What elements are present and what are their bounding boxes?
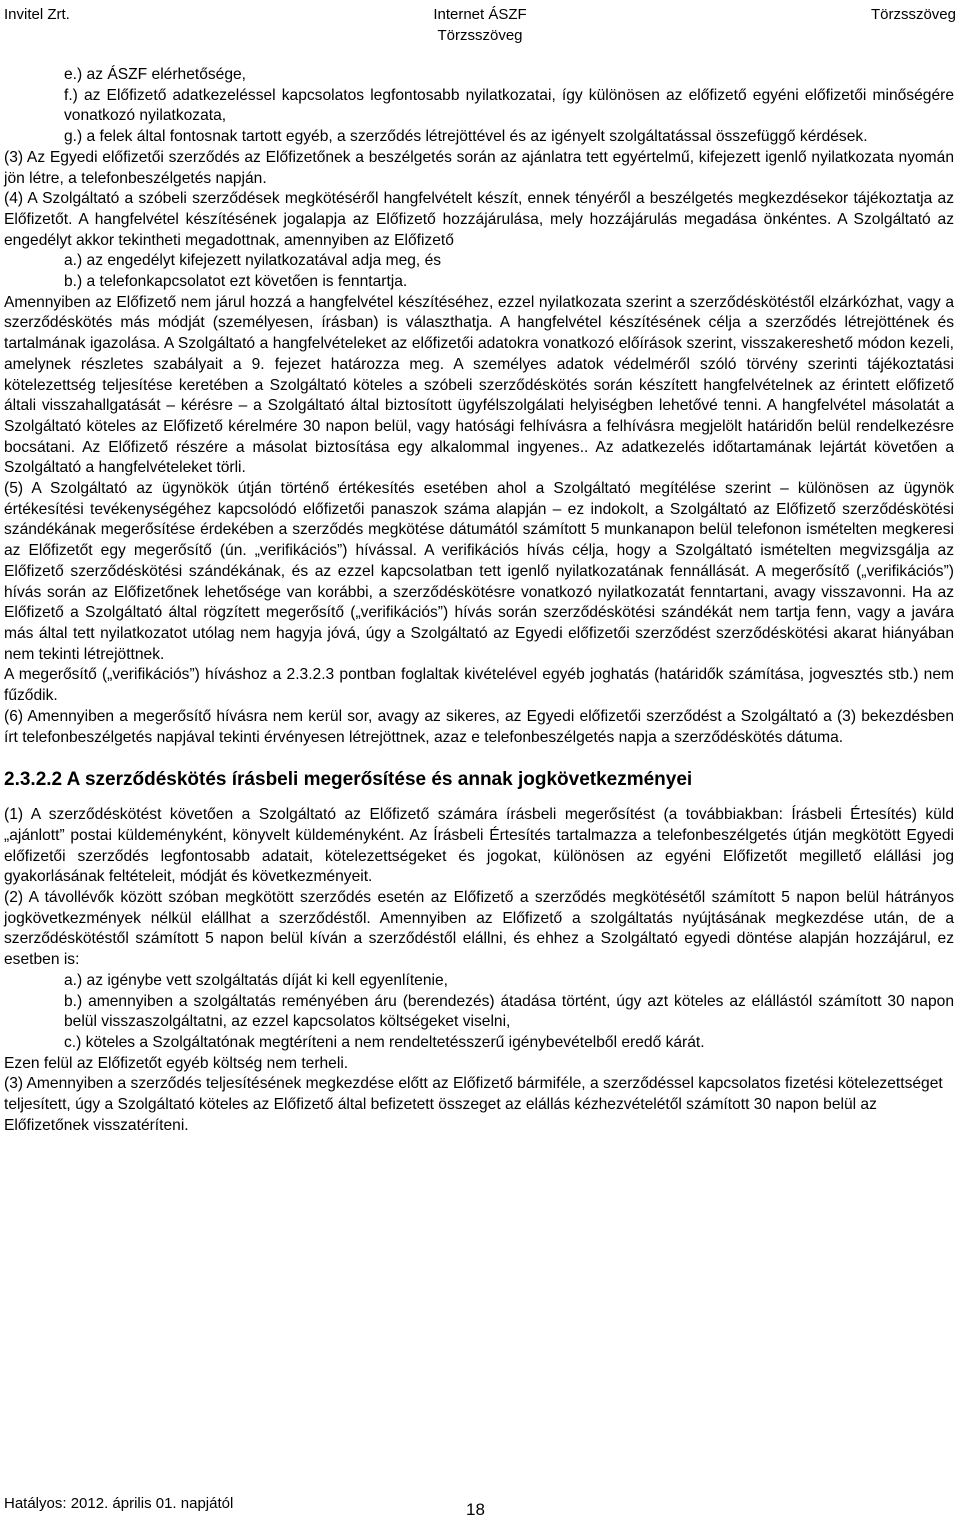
- paragraph-group-1: [4, 65, 954, 748]
- paragraph: A megerősítő („verifikációs”) híváshoz a 2.3.2.3 pontban foglaltak kivételével egyéb joghatás (határidők számítása, jogvesztés stb.) nem fűződik.: [4, 666, 954, 705]
- footer-effective-date: Hatályos: 2012. április 01. napjától: [4, 1495, 234, 1512]
- header-document-title: [400, 6, 560, 45]
- paragraph: a.) az igénybe vett szolgáltatás díját ki kell egyenlítenie,: [64, 971, 448, 989]
- paragraph: a.) az engedélyt kifejezett nyilatkozatával adja meg, és: [64, 252, 442, 270]
- document-body: [4, 65, 954, 1136]
- paragraph: (2) A távollévők között szóban megkötött szerződés esetén az Előfizető a szerződés megkötésétől számított 5 napon belül hátrányos jogkövetkezmények nélkül elállhat a szerződéstől. Amennyiben az Előfizető a szolgáltatás nyújtásának megkezdése után, de a szerződéskötéstől számított 5 napon belül kíván a szerződéstől elállni, és ehhez a Szolgáltató egyedi döntése alapján hozzájárul, ez esetben is:: [4, 889, 954, 969]
- paragraph: Ezen felül az Előfizetőt egyéb költség nem terheli.: [4, 1054, 349, 1072]
- header-document-subtitle: Törzsszöveg: [437, 27, 523, 44]
- paragraph-group-2: [4, 805, 954, 1136]
- section-heading: 2.3.2.2 A szerződéskötés írásbeli megerősítése és annak jogkövetkezményei: [4, 769, 693, 791]
- paragraph: (5) A Szolgáltató az ügynökök útján történő értékesítés esetében ahol a Szolgáltató megítélése szerint – különösen az ügynök értékesítési tevékenységéhez kapcsolódó előfizetői panaszok száma alapján – ez indokolt, a Szolgáltató az Előfizető szerződéskötési szándékának megerősítése érdekében a szerződés megkötése dátumától számított 5 munkanapon belül telefonon ismételten megkeresi az Előfizetőt egy megerősítő (ún. „verifikációs”) hívással. A verifikációs hívás célja, hogy a Szolgáltató ismételten megvizsgálja az Előfizető szerződéskötési szándékának, és az ezzel kapcsolatban tett igenlő nyilatkozatának fennállását. A megerősítő („verifikációs”) hívás során az Előfizetőnek lehetősége van korábbi, a szerződéskötésre vonatkozó nyilatkozatát fenntartani, avagy visszavonni. Ha az Előfizető a Szolgáltató által rögzített megerősítő („verifikációs”) hívás során szerződéskötési szándékát nem tartja fenn, vagy a javára más által tett nyilatkozatot utólag nem hagyja jóvá, úgy a Szolgáltató az Egyedi előfizetői szerződést szerződéskötési akarat hiányában nem tekinti létrejöttnek.: [4, 480, 954, 663]
- page-footer: [0, 1492, 960, 1522]
- page-number: 18: [466, 1500, 485, 1519]
- paragraph: (6) Amennyiben a megerősítő hívásra nem kerül sor, avagy az sikeres, az Egyedi előfizetői szerződést a Szolgáltató a (3) bekezdésben írt telefonbeszélgetés napjával tekinti érvényesen létrejöttnek, azaz e telefonbeszélgetés napja a szerződéskötés dátuma.: [4, 707, 954, 746]
- header-document-name: Internet ÁSZF: [433, 6, 527, 23]
- paragraph: (4) A Szolgáltató a szóbeli szerződések megkötéséről hangfelvételt készít, ennek tényéről a beszélgetés megkezdésekor tájékoztatja az Előfizetőt. A hangfelvétel készítésének jogalapja az Előfizető hozzájárulása, mely hozzájárulás megadása önkéntes. A Szolgáltató az engedélyt akkor tekintheti megadottnak, amennyiben az Előfizető: [4, 190, 954, 249]
- paragraph: c.) köteles a Szolgáltatónak megtéríteni a nem rendeltetésszerű igénybevételből eredő kárát.: [64, 1033, 705, 1051]
- header-section-label: Törzsszöveg: [870, 6, 956, 23]
- header-company: Invitel Zrt.: [4, 6, 70, 23]
- paragraph: f.) az Előfizető adatkezeléssel kapcsolatos legfontosabb nyilatkozatai, így különösen az előfizető egyéni előfizetői minőségére vonatkozó nyilatkozata,: [64, 86, 954, 125]
- page-header: [0, 0, 960, 50]
- paragraph: b.) amennyiben a szolgáltatás reményében áru (berendezés) átadása történt, úgy azt köteles az elállástól számított 30 napon belül visszaszolgáltatni, az ezzel kapcsolatos költségeket viselni,: [64, 992, 954, 1031]
- paragraph: (1) A szerződéskötést követően a Szolgáltató az Előfizető számára írásbeli megerősítést (a továbbiakban: Írásbeli Értesítés) küld „ajánlott” postai küldeményként, könyvelt küldeményként. Az Írásbeli Értesítés tartalmazza a telefonbeszélgetés útján megkötött Egyedi előfizetői szerződés legfontosabb adatait, kötelezettségeket és jogokat, különösen az egyéni Előfizetőt megillető elállási jog gyakorlásának feltételeit, módját és következményeit.: [4, 806, 954, 886]
- paragraph: (3) Az Egyedi előfizetői szerződés az Előfizetőnek a beszélgetés során az ajánlatra tett egyértelmű, kifejezett igenlő nyilatkozata nyomán jön létre, a telefonbeszélgetés napján.: [4, 148, 954, 187]
- paragraph: b.) a telefonkapcsolatot ezt követően is fenntartja.: [64, 273, 408, 291]
- paragraph: g.) a felek által fontosnak tartott egyéb, a szerződés létrejöttével és az igényelt szolgáltatással összefüggő kérdések.: [64, 128, 868, 146]
- paragraph: (3) Amennyiben a szerződés teljesítésének megkezdése előtt az Előfizető bármiféle, a szerződéssel kapcsolatos fizetési kötelezettséget teljesített, úgy a Szolgáltató köteles az Előfizető által befizetett összeget az elállás kézhezvételétől számított 30 napon belül az Előfizetőnek visszatéríteni.: [4, 1075, 943, 1134]
- paragraph: e.) az ÁSZF elérhetősége,: [64, 66, 247, 83]
- paragraph: Amennyiben az Előfizető nem járul hozzá a hangfelvétel készítéséhez, ezzel nyilatkozata szerint a szerződéskötéstől elzárkózhat, vagy a szerződéskötés más módját (személyesen, írásban) is választhatja. A hangfelvétel készítésének célja a szerződés létrejöttének és tartalmának igazolása. A Szolgáltató a hangfelvételeket az előfizetői adatokra vonatkozó előírások szerint, visszakereshető módon kezeli, amelynek részletes szabályait a 9. fejezet határozza meg. A személyes adatok védelméről szóló törvény szerinti tájékoztatási kötelezettség teljesítése keretében a Szolgáltató köteles a szóbeli szerződéskötés során készített hangfelvételnek az érintett előfizető általi visszahallgatását – kérésre – a Szolgáltató által biztosított ügyfélszolgálati helyiségben lehetővé tenni. A hangfelvétel másolatát a Szolgáltató köteles az Előfizető kérelmére 30 napon belül, vagy hatósági felhívásra a felhívásra megjelölt határidőn belül rendelkezésre bocsátani. Az Előfizető részére a másolat biztosítása egy alkalommal ingyenes.. Az adatkezelés időtartamának lejártát követően a Szolgáltató a hangfelvételeket törli.: [4, 293, 954, 477]
